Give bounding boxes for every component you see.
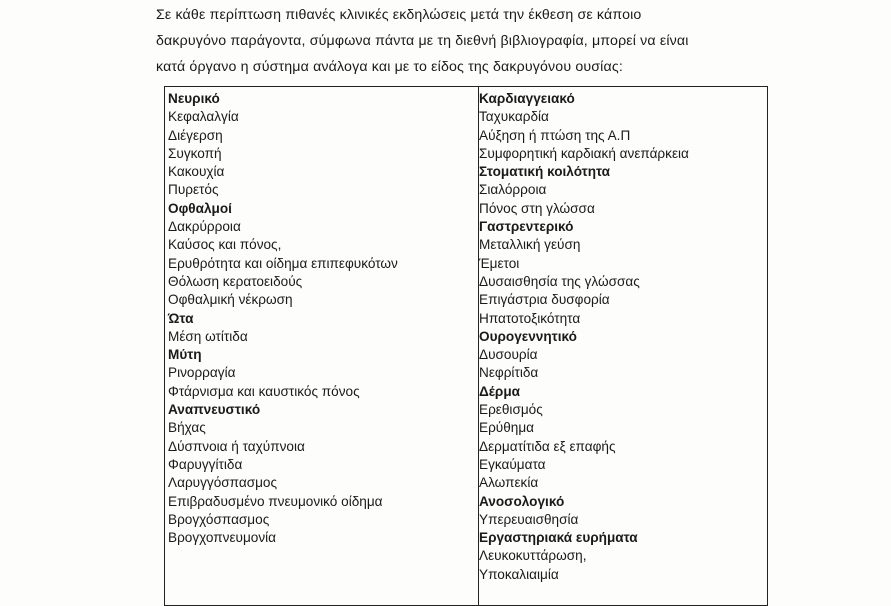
symptom-item: Αύξηση ή πτώση της Α.Π: [479, 127, 631, 143]
section-heading: Μύτη: [168, 347, 202, 363]
symptom-item: Υποκαλιαιμία: [479, 566, 559, 582]
symptom-item: Δύσπνοια ή ταχύπνοια: [168, 438, 305, 454]
symptom-item: Συγκοπή: [168, 145, 222, 161]
symptom-item: Διέγερση: [168, 127, 223, 143]
symptom-item: Βήχας: [168, 420, 206, 436]
right-column: [476, 87, 767, 605]
symptom-item: Ερύθημα: [479, 420, 535, 436]
symptom-item: Επιγάστρια δυσφορία: [479, 292, 610, 308]
symptom-item: Κακουχία: [168, 164, 225, 180]
symptom-item: Θόλωση κερατοειδούς: [168, 273, 303, 289]
section-heading: Οφθαλμοί: [168, 200, 232, 216]
symptom-item: Βρογχοπνευμονία: [168, 530, 277, 546]
symptom-item: Δυσουρία: [479, 347, 538, 363]
section-heading: Εργαστηριακά ευρήματα: [479, 530, 638, 546]
section-heading: Δέρμα: [479, 383, 520, 399]
symptom-item: Πυρετός: [168, 182, 219, 198]
intro-paragraph: [156, 2, 768, 80]
section-heading: Αναπνευστικό: [168, 402, 261, 418]
section-heading: Νευρικό: [168, 91, 220, 106]
symptom-item: Επιβραδυσμένο πνευμονικό οίδημα: [168, 493, 383, 509]
symptom-item: Ερυθρότητα και οίδημα επιπεφυκότων: [168, 255, 398, 271]
symptom-item: Κεφαλαλγία: [168, 109, 239, 125]
symptom-item: Αλωπεκία: [479, 475, 539, 491]
symptoms-table: [164, 86, 768, 606]
symptom-item: Δακρύρροια: [168, 219, 241, 235]
symptom-item: Δερματίτιδα εξ επαφής: [479, 438, 616, 454]
symptom-item: Λαρυγγόσπασμος: [168, 475, 278, 491]
symptom-item: Υπερευαισθησία: [479, 511, 579, 527]
section-heading: Ανοσολογικό: [479, 493, 565, 509]
symptom-item: Φαρυγγίτιδα: [168, 456, 243, 472]
symptom-item: Μέση ωτίτιδα: [168, 328, 248, 344]
intro-line-3: κατά όργανο η σύστημα ανάλογα και με το είδος της δακρυγόνου ουσίας:: [156, 59, 623, 75]
symptom-item: Ρινορραγία: [168, 365, 236, 381]
symptom-item: Βρογχόσπασμος: [168, 511, 270, 527]
symptom-item: Ταχυκαρδία: [479, 109, 549, 125]
section-heading: Καρδιαγγειακό: [479, 91, 575, 106]
symptom-item: Οφθαλμική νέκρωση: [168, 292, 293, 308]
intro-line-1: Σε κάθε περίπτωση πιθανές κλινικές εκδηλώσεις μετά την έκθεση σε κάποιο: [156, 7, 642, 23]
section-heading: Στοματική κοιλότητα: [479, 164, 611, 180]
section-heading: Γαστρεντερικό: [479, 219, 574, 235]
intro-line-2: δακρυγόνο παράγοντα, σύμφωνα πάντα με τη διεθνή βιβλιογραφία, μπορεί να είναι: [156, 33, 689, 49]
symptom-item: Φτάρνισμα και καυστικός πόνος: [168, 383, 360, 399]
section-heading: Ουρογεννητικό: [479, 328, 577, 344]
symptom-item: Καύσος και πόνος,: [168, 237, 282, 253]
symptom-item: Λευκοκυττάρωση,: [479, 548, 587, 564]
symptom-item: Ηπατοτοξικότητα: [479, 310, 581, 326]
symptom-item: Πόνος στη γλώσσα: [479, 200, 595, 216]
symptom-item: Σιαλόρροια: [479, 182, 547, 198]
section-heading: Ώτα: [168, 310, 194, 326]
symptom-item: Εγκαύματα: [479, 456, 546, 472]
symptom-item: Δυσαισθησία της γλώσσας: [479, 273, 640, 289]
symptom-item: Ερεθισμός: [479, 402, 543, 418]
symptom-item: Έμετοι: [479, 255, 520, 271]
symptom-item: Μεταλλική γεύση: [479, 237, 581, 253]
left-column: [165, 87, 479, 605]
symptom-item: Νεφρίτιδα: [479, 365, 539, 381]
symptom-item: Συμφορητική καρδιακή ανεπάρκεια: [479, 145, 689, 161]
